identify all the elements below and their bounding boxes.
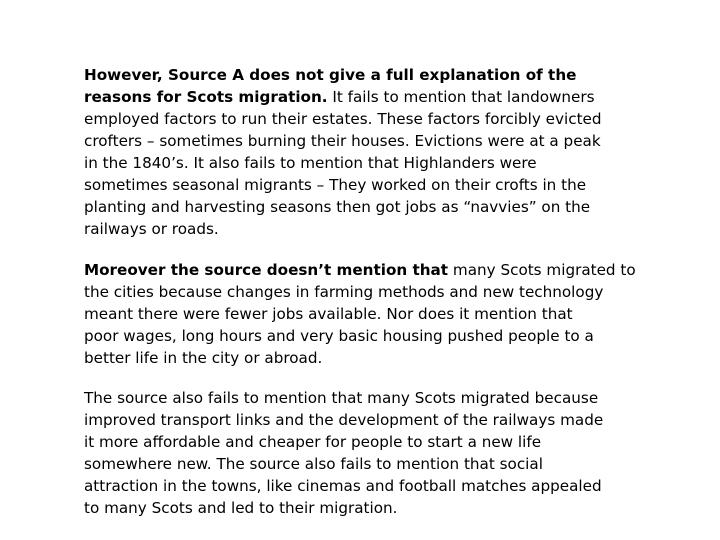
paragraph-farming-changes bbox=[84, 259, 674, 369]
text-line bbox=[84, 475, 674, 497]
text-line bbox=[84, 303, 674, 325]
text-line bbox=[84, 130, 674, 152]
text-run: many Scots migrated to bbox=[448, 261, 636, 279]
text-line bbox=[84, 387, 674, 409]
text-line bbox=[84, 152, 674, 174]
text-line bbox=[84, 196, 674, 218]
bold-text-run: Moreover the source doesn’t mention that bbox=[84, 261, 449, 279]
text-run: It fails to mention that landowners bbox=[327, 88, 595, 106]
paragraph-transport-attraction bbox=[84, 387, 674, 519]
text-line bbox=[84, 108, 674, 130]
text-line bbox=[84, 86, 674, 108]
text-run: planting and harvesting seasons then got jobs as “navvies” on the bbox=[84, 198, 591, 216]
text-line bbox=[84, 174, 674, 196]
text-line bbox=[84, 218, 674, 240]
text-run: poor wages, long hours and very basic housing pushed people to a bbox=[84, 327, 594, 345]
text-line bbox=[84, 325, 674, 347]
text-line bbox=[84, 409, 674, 431]
text-run: somewhere new. The source also fails to mention that social bbox=[84, 455, 543, 473]
text-run: employed factors to run their estates. These factors forcibly evicted bbox=[84, 110, 602, 128]
text-run: attraction in the towns, like cinemas and football matches appealed bbox=[84, 477, 602, 495]
text-run: to many Scots and led to their migration. bbox=[84, 499, 398, 517]
text-run: The source also fails to mention that many Scots migrated because bbox=[84, 389, 599, 407]
text-run: better life in the city or abroad. bbox=[84, 349, 323, 367]
text-run: sometimes seasonal migrants – They worked on their crofts in the bbox=[84, 176, 587, 194]
bold-text-run: reasons for Scots migration. bbox=[84, 88, 328, 106]
text-run: in the 1840’s. It also fails to mention that Highlanders were bbox=[84, 154, 537, 172]
bold-text-run: However, Source A does not give a full explanation of the bbox=[84, 66, 577, 84]
text-line bbox=[84, 431, 674, 453]
text-run: meant there were fewer jobs available. Nor does it mention that bbox=[84, 305, 573, 323]
text-run: it more affordable and cheaper for people to start a new life bbox=[84, 433, 542, 451]
text-line bbox=[84, 347, 674, 369]
text-line bbox=[84, 259, 674, 281]
text-line bbox=[84, 281, 674, 303]
text-line bbox=[84, 453, 674, 475]
text-run: improved transport links and the development of the railways made bbox=[84, 411, 604, 429]
text-run: crofters – sometimes burning their houses. Evictions were at a peak bbox=[84, 132, 601, 150]
text-line bbox=[84, 497, 674, 519]
text-run: railways or roads. bbox=[84, 220, 219, 238]
text-run: the cities because changes in farming methods and new technology bbox=[84, 283, 604, 301]
paragraph-landowners-evictions bbox=[84, 64, 674, 240]
text-line bbox=[84, 64, 674, 86]
